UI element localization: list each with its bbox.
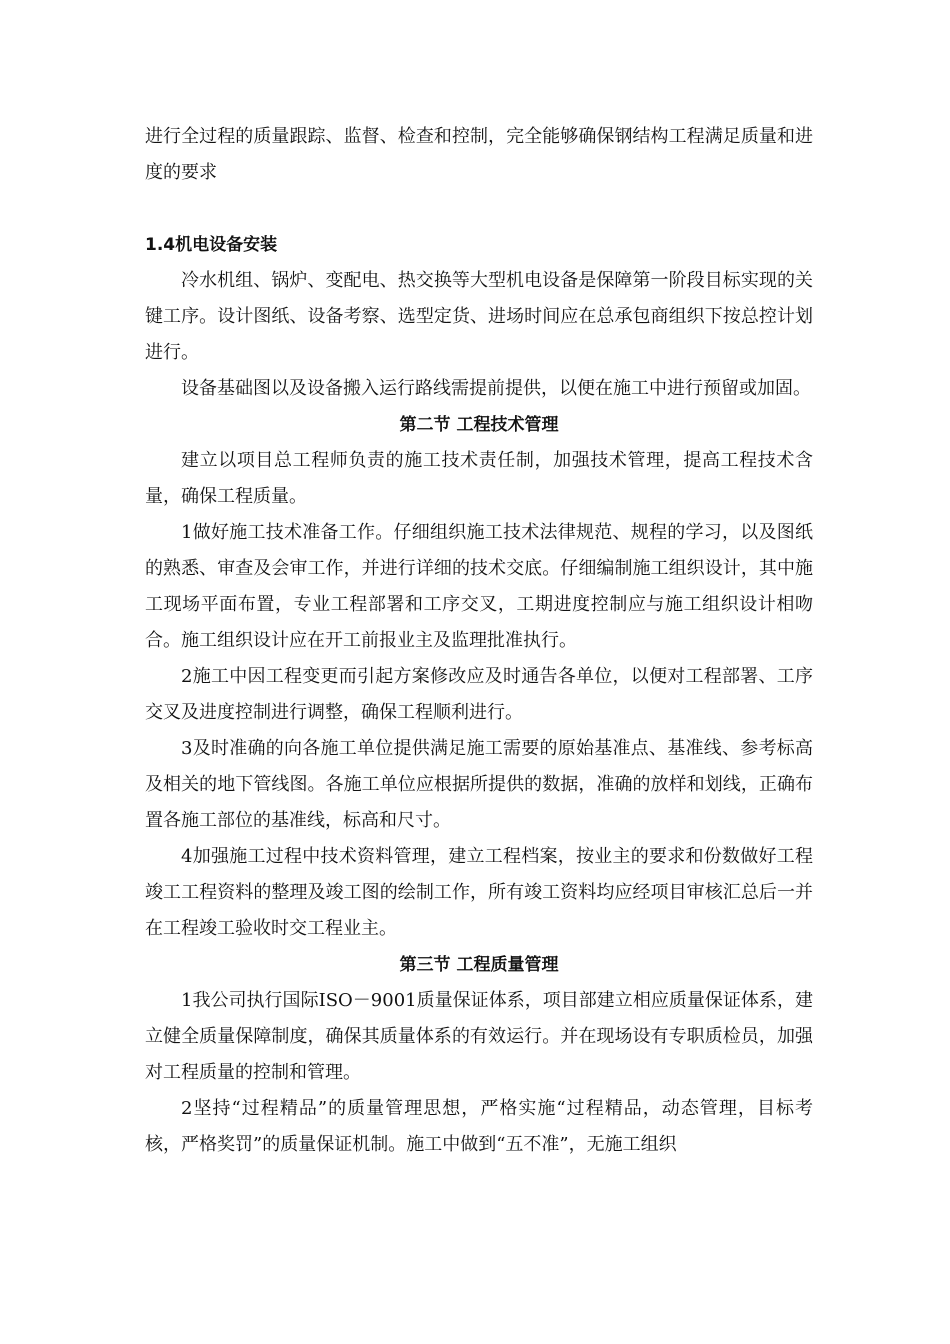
paragraph: 2坚持“过程精品”的质量管理思想，严格实施“过程精品，动态管理，目标考核，严格奖罚”的质量保证机制。施工中做到“五不准”，无施工组织	[145, 1098, 813, 1155]
paragraph: 3及时准确的向各施工单位提供满足施工需要的原始基准点、基准线、参考标高及相关的地下管线图。各施工单位应根据所提供的数据，准确的放样和划线，正确布置各施工部位的基准线，标高和尺寸。	[145, 738, 813, 831]
paragraph: 2施工中因工程变更而引起方案修改应及时通告各单位，以便对工程部署、工序交叉及进度控制进行调整，确保工程顺利进行。	[145, 666, 813, 723]
section-title: 第二节 工程技术管理	[399, 415, 559, 435]
paragraph: 1做好施工技术准备工作。仔细组织施工技术法律规范、规程的学习，以及图纸的熟悉、审查及会审工作，并进行详细的技术交底。仔细编制施工组织设计，其中施工现场平面布置，专业工程部署和工序交叉，工期进度控制应与施工组织设计相吻合。施工组织设计应在开工前报业主及监理批准执行。	[145, 522, 813, 651]
document-body	[145, 119, 813, 1163]
paragraph: 建立以项目总工程师负责的施工技术责任制，加强技术管理，提高工程技术含量，确保工程质量。	[145, 450, 813, 507]
paragraph: 设备基础图以及设备搬入运行路线需提前提供，以便在施工中进行预留或加固。	[181, 378, 811, 399]
paragraph: 1我公司执行国际ISO－9001质量保证体系，项目部建立相应质量保证体系，建立健全质量保障制度，确保其质量体系的有效运行。并在现场设有专职质检员，加强对工程质量的控制和管理。	[145, 990, 813, 1083]
section-title: 第三节 工程质量管理	[399, 955, 559, 975]
paragraph: 冷水机组、锅炉、变配电、热交换等大型机电设备是保障第一阶段目标实现的关键工序。设计图纸、设备考察、选型定货、进场时间应在总承包商组织下按总控计划进行。	[145, 270, 813, 363]
paragraph: 4加强施工过程中技术资料管理，建立工程档案，按业主的要求和份数做好工程竣工工程资料的整理及竣工图的绘制工作，所有竣工资料均应经项目审核汇总后一并在工程竣工验收时交工程业主。	[145, 846, 813, 939]
paragraph-continuation: 进行全过程的质量跟踪、监督、检查和控制，完全能够确保钢结构工程满足质量和进度的要求	[145, 126, 813, 183]
subsection-heading: 1.4机电设备安装	[145, 235, 278, 255]
paragraph-gap	[145, 191, 813, 227]
